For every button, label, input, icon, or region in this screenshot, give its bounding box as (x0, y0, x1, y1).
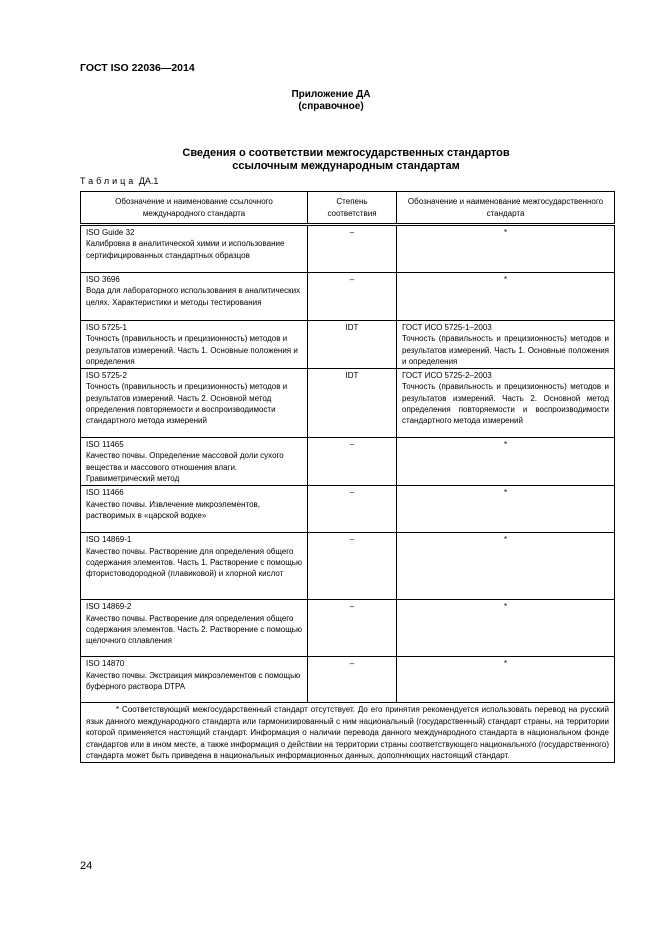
national-standard-code: ГОСТ ИСО 5725-2–2003 (402, 371, 492, 381)
footnote-row (81, 703, 615, 763)
column-header-national: Обозначение и наименование межгосударственного стандарта (397, 192, 615, 225)
degree-of-correspondence: – (308, 273, 397, 321)
international-standard-cell (81, 600, 308, 657)
international-standard-code: ISO 5725-1 (86, 323, 127, 332)
international-standard-code: ISO 5725-2 (86, 371, 127, 381)
degree-of-correspondence: – (308, 600, 397, 657)
national-standard-cell (397, 321, 615, 369)
international-standard-title: Качество почвы. Растворение для определения общего содержания элементов. Часть 2. Растворение с помощью щелочного сплавления (86, 613, 302, 646)
table-row (81, 657, 615, 703)
national-standard-absent-mark: * (397, 600, 615, 657)
international-standard-title: Вода для лабораторного использования в аналитических целях. Характеристики и методы тестирования (86, 286, 301, 307)
international-standard-title: Качество почвы. Экстракция микроэлементов с помощью буферного раствора DTPA (86, 670, 301, 691)
table-row (81, 225, 615, 273)
degree-of-correspondence: – (308, 533, 397, 600)
international-standard-code: ISO 11466 (86, 488, 124, 498)
column-header-degree: Степень соответствия (308, 192, 397, 225)
degree-of-correspondence: IDT (308, 321, 397, 369)
international-standard-cell (81, 533, 308, 600)
international-standard-code: ISO 14869-2 (86, 602, 132, 612)
national-standard-code: ГОСТ ИСО 5725-1–2003 (402, 323, 492, 332)
degree-of-correspondence: IDT (308, 369, 397, 438)
annex-title: Приложение ДА (291, 89, 371, 100)
table-footnote: * Соответствующий межгосударственный стандарт отсутствует. До его принятия рекомендуется использовать перевод на русский язык данного международного стандарта или гармонизированный с ним национальный (государственный) стандарт страны, на территории которой применяется настоящий стандарт. Информация о наличии перевода данного международного стандарта в национальном фонде стандартов или в ином месте, а также информация о действии на территории страны соответствующего национального (государственного) стандарта может быть приведена в национальных информационных данных, дополняющих настоящий стандарт. (81, 703, 615, 763)
table-caption-number: ДА.1 (138, 176, 159, 186)
international-standard-title: Качество почвы. Извлечение микроэлементов, растворимых в «царской водке» (86, 499, 261, 520)
section-title (0, 147, 662, 173)
national-standard-absent-mark: * (397, 533, 615, 600)
national-standard-absent-mark: * (397, 486, 615, 533)
degree-of-correspondence: – (308, 486, 397, 533)
national-standard-absent-mark: * (397, 438, 615, 486)
table-row (81, 600, 615, 657)
international-standard-title: Точность (правильность и прецизионность) методов и результатов измерений. Часть 2. Основной метод определения повторяемости и воспроизводимости стандартного метода измерений (86, 382, 288, 426)
document-code: ГОСТ ISO 22036—2014 (80, 62, 195, 74)
standards-table (80, 191, 615, 763)
degree-of-correspondence: – (308, 657, 397, 703)
section-title-line-1: Сведения о соответствии межгосударственных стандартов (182, 147, 510, 159)
international-standard-code: ISO 14870 (86, 659, 125, 669)
national-standard-cell (397, 369, 615, 438)
degree-of-correspondence: – (308, 225, 397, 273)
table-row (81, 273, 615, 321)
international-standard-cell (81, 321, 308, 369)
table-header-row (81, 192, 615, 225)
international-standard-title: Качество почвы. Определение массовой доли сухого вещества и массового отношения влаги. Гравиметрический метод (86, 451, 284, 484)
international-standard-title: Точность (правильность и прецизионность) методов и результатов измерений. Часть 1. Основные положения и определения (86, 334, 298, 366)
table-caption-prefix: Таблица (80, 176, 137, 186)
international-standard-cell (81, 225, 308, 273)
national-standard-title: Точность (правильность и прецизионность) методов и результатов измерений. Часть 1. Основные положения и определения (402, 334, 609, 366)
table-row (81, 438, 615, 486)
degree-of-correspondence: – (308, 438, 397, 486)
page-number: 24 (80, 860, 93, 872)
national-standard-absent-mark: * (397, 273, 615, 321)
international-standard-cell (81, 486, 308, 533)
international-standard-code: ISO 11465 (86, 440, 124, 450)
international-standard-code: ISO 14869-1 (86, 535, 132, 545)
table-caption (80, 176, 158, 186)
table-row (81, 486, 615, 533)
table-row (81, 321, 615, 369)
national-standard-absent-mark: * (397, 657, 615, 703)
section-title-line-2: ссылочным международным стандартам (232, 160, 460, 172)
column-header-international: Обозначение и наименование ссылочного международного стандарта (81, 192, 308, 225)
international-standard-cell (81, 273, 308, 321)
international-standard-cell (81, 657, 308, 703)
international-standard-code: ISO Guide 32 (86, 228, 135, 237)
table-row (81, 369, 615, 438)
international-standard-title: Качество почвы. Растворение для определения общего содержания элементов. Часть 1. Растворение с помощью фтористоводородной (плавиковой) и хлорной кислот (86, 546, 302, 579)
table-row (81, 533, 615, 600)
annex-subtitle: (справочное) (298, 101, 364, 112)
international-standard-title: Калибровка в аналитической химии и использование сертифицированных стандартных образцов (86, 239, 285, 260)
national-standard-absent-mark: * (397, 225, 615, 273)
international-standard-cell (81, 369, 308, 438)
international-standard-code: ISO 3696 (86, 275, 120, 284)
international-standard-cell (81, 438, 308, 486)
national-standard-title: Точность (правильность и прецизионность) методов и результатов измерений. Часть 2. Основной метод определения повторяемости и воспроизводимости стандартного метода измерений (402, 382, 609, 426)
table-body (81, 225, 615, 703)
